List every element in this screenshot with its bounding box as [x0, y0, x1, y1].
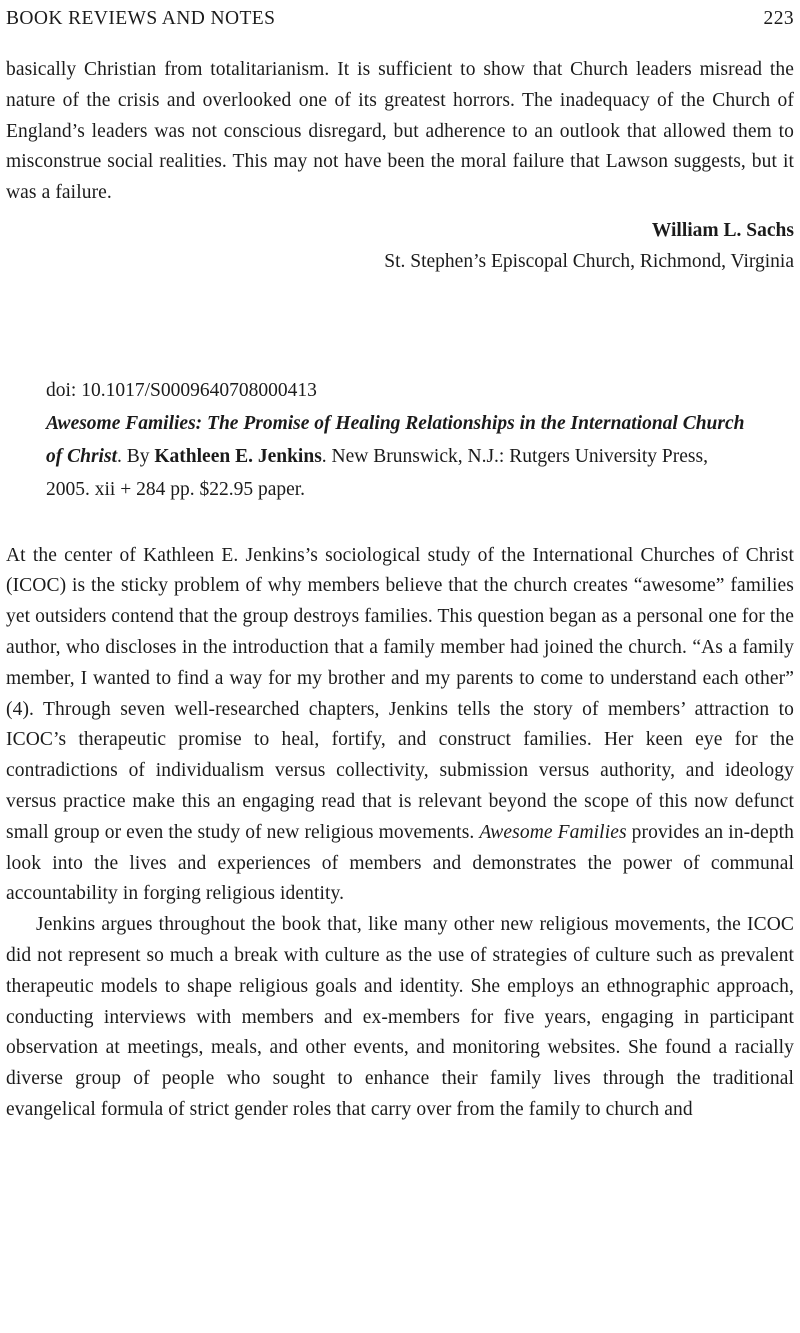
- running-head-title: BOOK REVIEWS AND NOTES: [6, 8, 276, 29]
- reviewer-affiliation: St. Stephen’s Episcopal Church, Richmond, Virginia: [384, 250, 794, 272]
- previous-review-paragraph: basically Christian from totalitarianism. It is sufficient to show that Church leaders misread the nature of the crisis and overlooked one of its greatest horrors. The inadequacy of the Church of England’s leaders was not conscious disregard, but adherence to an outlook that allowed them to misconstrue social realities. This may not have been the moral failure that Lawson suggests, but it was a failure.: [6, 59, 794, 204]
- page-number: 223: [763, 8, 794, 29]
- book-review: [6, 374, 794, 1126]
- review-body: [6, 541, 794, 1126]
- doi-line: doi: 10.1017/S0009640708000413: [46, 379, 317, 401]
- review-paragraph-2: Jenkins argues throughout the book that, like many other new religious movements, the ICOC did not represent so much a break with culture as the use of strategies of culture such as prevalent therapeutic models to shape religious goals and identity. She employs an ethnographic approach, conducting interviews with members and ex-members for five years, engaging in participant observation at meetings, meals, and other events, and monitoring websites. She found a racially diverse group of people who sought to enhance their family lives through the traditional evangelical formula of strict gender roles that carry over from the family to church and: [6, 914, 794, 1120]
- reviewer-name: William L. Sachs: [651, 219, 794, 241]
- previous-review-ending: [6, 55, 794, 278]
- book-citation: Awesome Families: The Promise of Healing Relationships in the International Church of Christ. By Kathleen E. Jenkins. New Brunswick, N.J.: Rutgers University Press, 2005. xii + 284 pp. $22.95 paper.: [46, 412, 745, 500]
- citation-block: [46, 374, 746, 506]
- running-head: [6, 6, 794, 32]
- review-paragraph-1: At the center of Kathleen E. Jenkins’s sociological study of the International Churches of Christ (ICOC) is the sticky problem of why members believe that the church creates “awesome” families yet outsiders contend that the group destroys families. This question began as a personal one for the author, who discloses in the introduction that a family member had joined the church. “As a family member, I wanted to find a way for my brother and my parents to come to understand each other” (4). Through seven well-researched chapters, Jenkins tells the story of members’ attraction to ICOC’s therapeutic promise to heal, fortify, and construct families. Her keen eye for the contradictions of individualism versus collectivity, submission versus authority, and ideology versus practice make this an engaging read that is relevant beyond the scope of this now defunct small group or even the study of new religious movements. Awesome Families provides an in-depth look into the lives and experiences of members and demonstrates the power of communal accountability in forging religious identity.: [6, 544, 794, 905]
